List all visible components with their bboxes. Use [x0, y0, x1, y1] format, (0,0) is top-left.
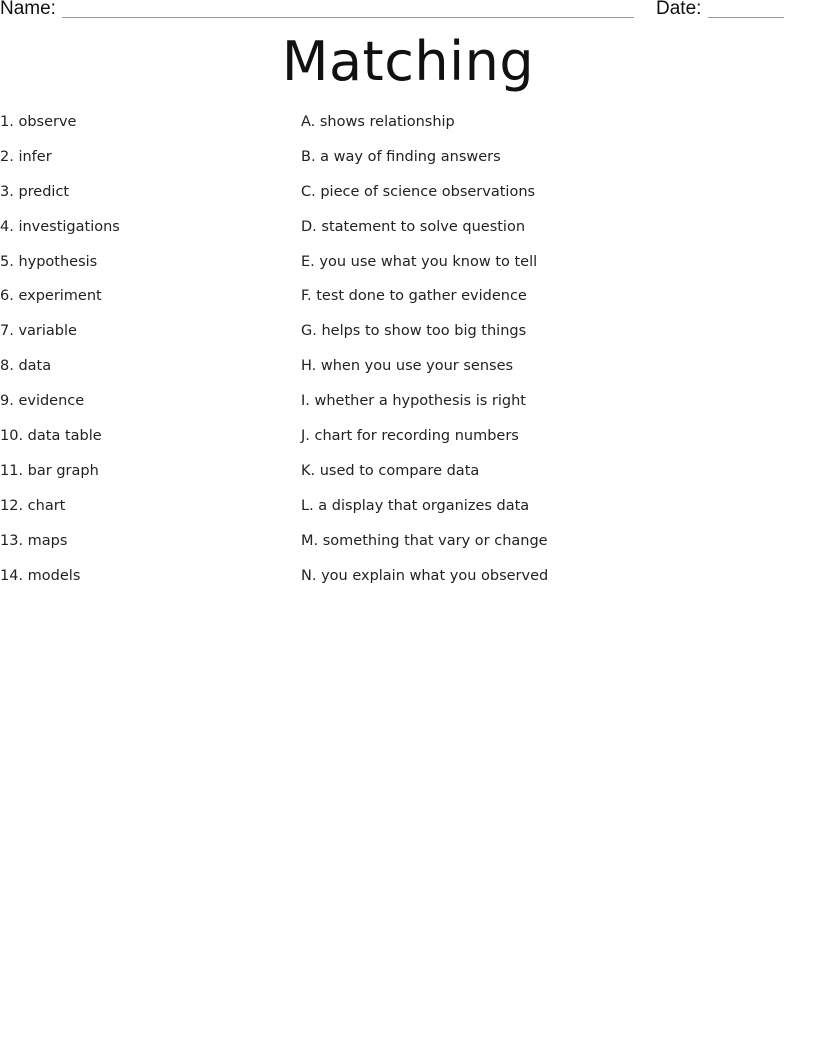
definition-text: J. chart for recording numbers: [301, 428, 519, 445]
term-text: 2. infer: [0, 148, 52, 165]
definition-text: C. piece of science observations: [301, 183, 536, 200]
term-text: 6. experiment: [0, 288, 102, 305]
definition-text: N. you explain what you observed: [301, 567, 549, 584]
term-text: 8. data: [0, 358, 52, 375]
worksheet-header: [0, 0, 816, 22]
matching-list: [0, 110, 816, 598]
definition-text: M. something that vary or change: [301, 532, 548, 549]
match-row: [0, 529, 816, 564]
match-row: [0, 145, 816, 180]
match-row: [0, 564, 816, 599]
definition-text: L. a display that organizes data: [301, 497, 530, 514]
definition-text: A. shows relationship: [301, 114, 455, 130]
page-title: Matching: [281, 30, 535, 93]
term-text: 3. predict: [0, 183, 70, 200]
match-row: [0, 389, 816, 424]
name-blank-line: [62, 17, 634, 18]
match-row: [0, 424, 816, 459]
date-blank-line: [708, 17, 784, 18]
name-label: Name:: [0, 0, 56, 19]
term-text: 9. evidence: [0, 393, 85, 410]
definition-text: I. whether a hypothesis is right: [301, 393, 526, 410]
term-text: 1. observe: [0, 114, 77, 130]
term-text: 11. bar graph: [0, 462, 99, 479]
match-row: [0, 110, 816, 145]
term-text: 14. models: [0, 567, 81, 584]
match-row: [0, 250, 816, 285]
term-text: 10. data table: [0, 428, 102, 445]
definition-text: E. you use what you know to tell: [301, 253, 538, 270]
definition-text: D. statement to solve question: [301, 218, 526, 235]
term-text: 12. chart: [0, 497, 66, 514]
term-text: 7. variable: [0, 323, 77, 340]
term-text: 4. investigations: [0, 218, 120, 235]
date-label: Date:: [656, 0, 702, 19]
term-text: 5. hypothesis: [0, 253, 98, 270]
term-text: 13. maps: [0, 532, 68, 549]
definition-text: K. used to compare data: [301, 462, 480, 479]
definition-text: B. a way of finding answers: [301, 148, 501, 165]
definition-text: G. helps to show too big things: [301, 323, 527, 340]
match-row: [0, 319, 816, 354]
match-row: [0, 494, 816, 529]
match-row: [0, 215, 816, 250]
match-row: [0, 284, 816, 319]
definition-text: F. test done to gather evidence: [301, 288, 527, 305]
match-row: [0, 459, 816, 494]
definition-text: H. when you use your senses: [301, 358, 514, 375]
match-row: [0, 180, 816, 215]
match-row: [0, 354, 816, 389]
